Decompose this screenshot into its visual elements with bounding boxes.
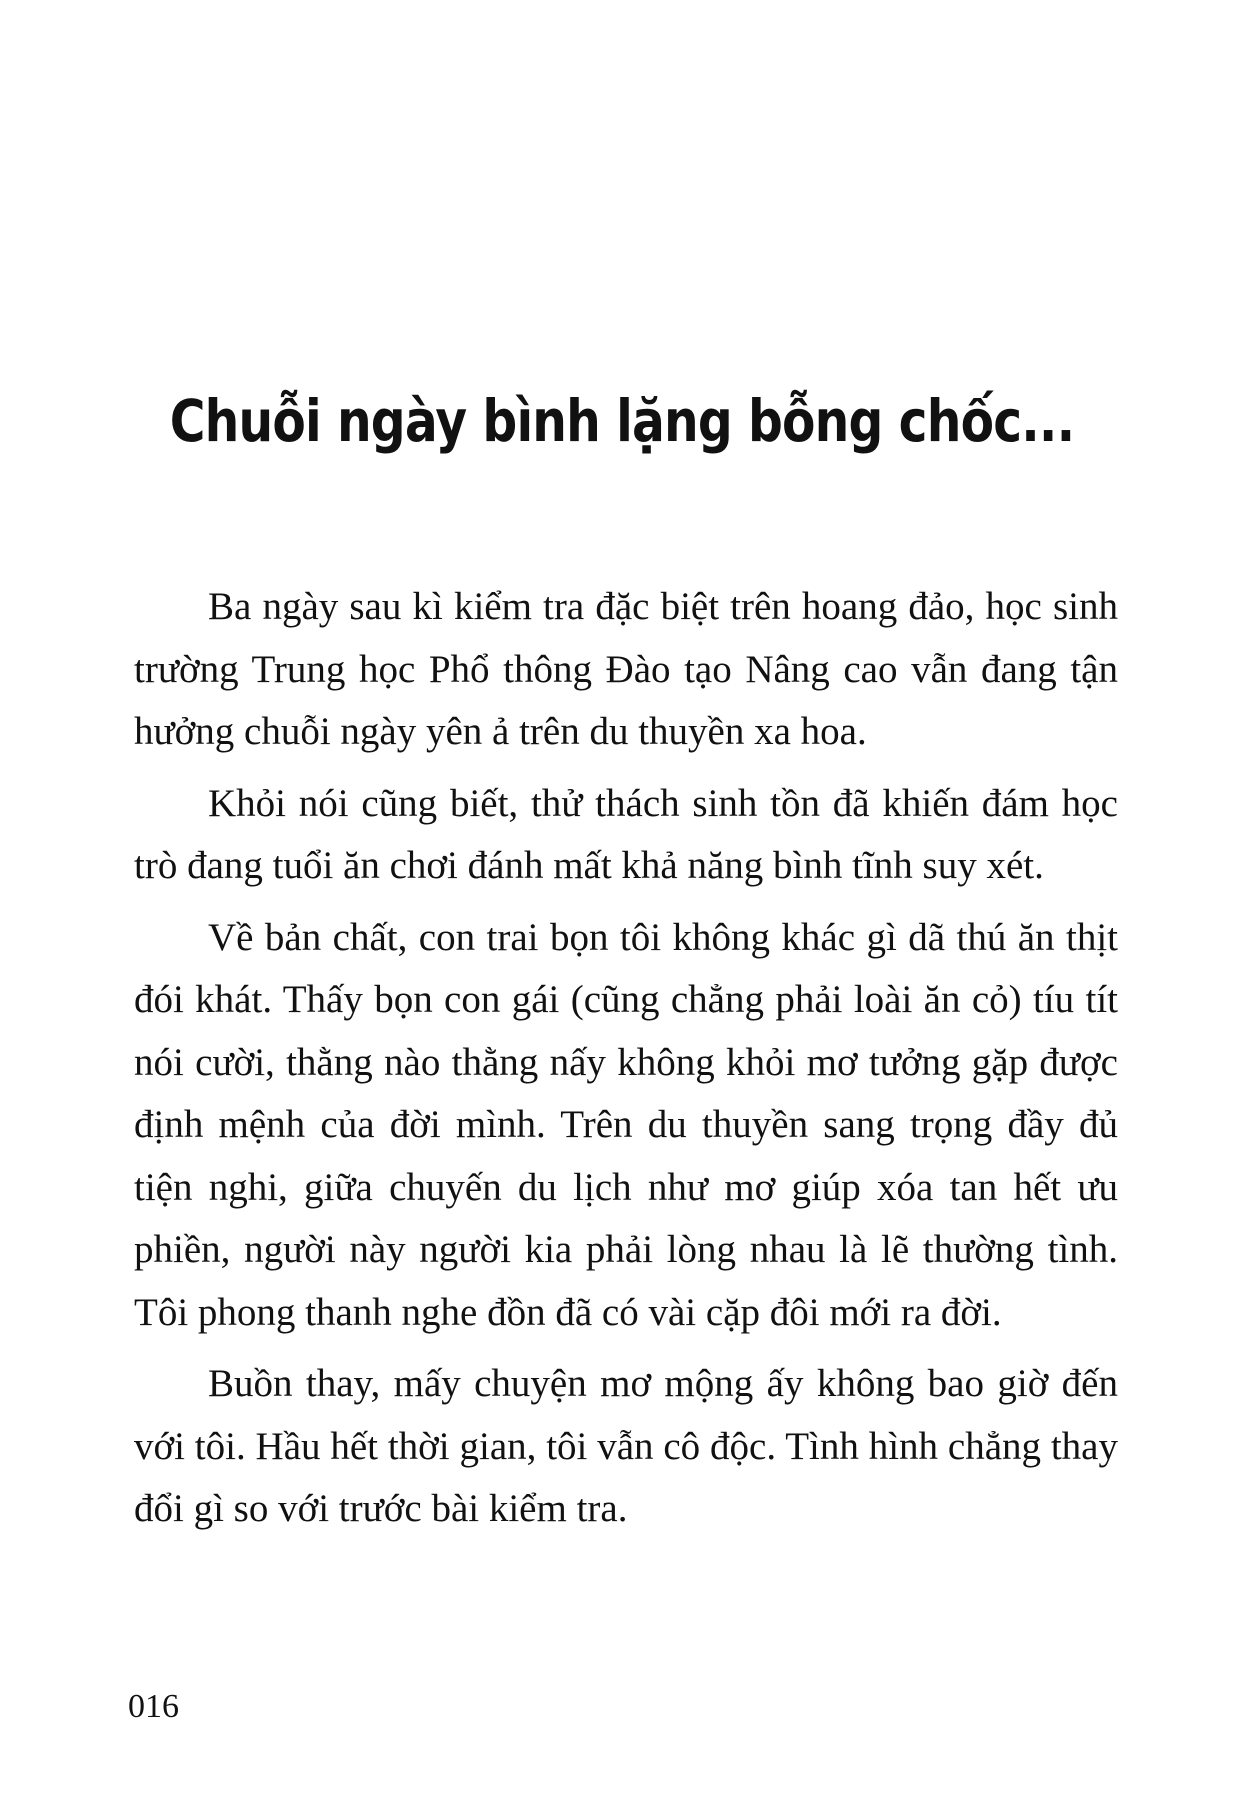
- paragraph: Về bản chất, con trai bọn tôi không khác gì dã thú ăn thịt đói khát. Thấy bọn con gái (cũng chẳng phải loài ăn cỏ) tíu tít nói cười, thằng nào thằng nấy không khỏi mơ tưởng gặp được định mệnh của đời mình. Trên du thuyền sang trọng đầy đủ tiện nghi, giữa chuyến du lịch như mơ giúp xóa tan hết ưu phiền, người này người kia phải lòng nhau là lẽ thường tình. Tôi phong thanh nghe đồn đã có vài cặp đôi mới ra đời.: [134, 915, 1118, 1334]
- paragraph: Ba ngày sau kì kiểm tra đặc biệt trên hoang đảo, học sinh trường Trung học Phổ thông Đào tạo Nâng cao vẫn đang tận hưởng chuỗi ngày yên ả trên du thuyền xa hoa.: [134, 585, 1118, 753]
- chapter-title: Chuỗi ngày bình lặng bỗng chốc...: [169, 387, 1075, 455]
- paragraph: Khỏi nói cũng biết, thử thách sinh tồn đã khiến đám học trò đang tuổi ăn chơi đánh mất khả năng bình tĩnh suy xét.: [134, 781, 1118, 887]
- paragraph: Buồn thay, mấy chuyện mơ mộng ấy không bao giờ đến với tôi. Hầu hết thời gian, tôi vẫn cô độc. Tình hình chẳng thay đổi gì so với trước bài kiểm tra.: [134, 1362, 1118, 1530]
- body-text: [134, 576, 1118, 1550]
- page-number: 016: [128, 1688, 179, 1725]
